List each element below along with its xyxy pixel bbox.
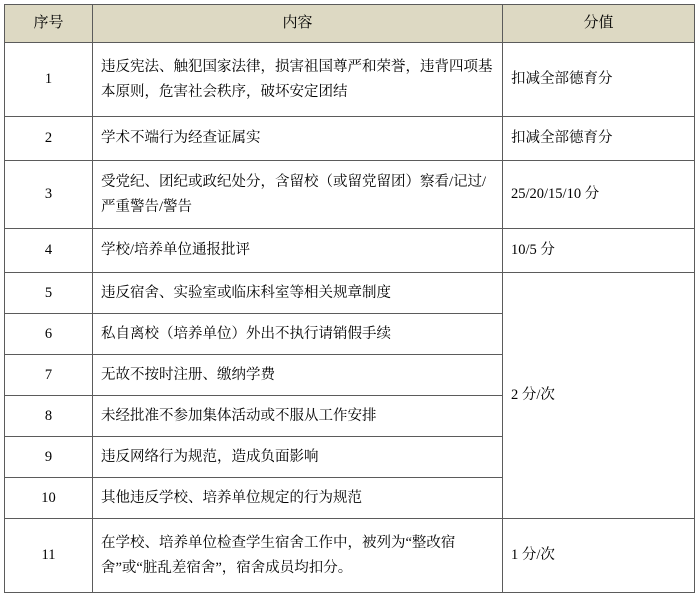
table-row xyxy=(5,519,695,593)
row-content-11: 在学校、培养单位检查学生宿舍工作中，被列为“整改宿舍”或“脏乱差宿舍”，宿舍成员均扣分。 xyxy=(93,519,503,593)
table-head xyxy=(5,5,695,43)
table-row xyxy=(5,273,695,314)
row-content-3: 受党纪、团纪或政纪处分，含留校（或留党留团）察看/记过/严重警告/警告 xyxy=(93,161,503,229)
row-score-1: 扣减全部德育分 xyxy=(503,43,695,117)
row-index-8: 8 xyxy=(5,396,93,437)
row-content-6: 私自离校（培养单位）外出不执行请销假手续 xyxy=(93,314,503,355)
row-score-4: 10/5 分 xyxy=(503,229,695,273)
table-row xyxy=(5,161,695,229)
row-content-10: 其他违反学校、培养单位规定的行为规范 xyxy=(93,478,503,519)
column-header-content: 内容 xyxy=(93,5,503,43)
row-score-merged-5-10: 2 分/次 xyxy=(503,273,695,519)
column-header-score: 分值 xyxy=(503,5,695,43)
row-index-3: 3 xyxy=(5,161,93,229)
row-content-8: 未经批准不参加集体活动或不服从工作安排 xyxy=(93,396,503,437)
row-content-5: 违反宿舍、实验室或临床科室等相关规章制度 xyxy=(93,273,503,314)
row-index-9: 9 xyxy=(5,437,93,478)
row-score-3: 25/20/15/10 分 xyxy=(503,161,695,229)
row-content-4: 学校/培养单位通报批评 xyxy=(93,229,503,273)
row-score-2: 扣减全部德育分 xyxy=(503,117,695,161)
row-index-2: 2 xyxy=(5,117,93,161)
table-row xyxy=(5,117,695,161)
row-score-11: 1 分/次 xyxy=(503,519,695,593)
row-index-4: 4 xyxy=(5,229,93,273)
row-index-6: 6 xyxy=(5,314,93,355)
column-header-index: 序号 xyxy=(5,5,93,43)
row-content-2: 学术不端行为经查证属实 xyxy=(93,117,503,161)
row-content-7: 无故不按时注册、缴纳学费 xyxy=(93,355,503,396)
row-index-5: 5 xyxy=(5,273,93,314)
row-content-9: 违反网络行为规范，造成负面影响 xyxy=(93,437,503,478)
deduction-rules-table xyxy=(4,4,695,593)
row-index-1: 1 xyxy=(5,43,93,117)
table-body xyxy=(5,43,695,593)
row-content-1: 违反宪法、触犯国家法律，损害祖国尊严和荣誉，违背四项基本原则，危害社会秩序，破坏安定团结 xyxy=(93,43,503,117)
row-index-10: 10 xyxy=(5,478,93,519)
table-row xyxy=(5,229,695,273)
table-header-row xyxy=(5,5,695,43)
row-index-11: 11 xyxy=(5,519,93,593)
row-index-7: 7 xyxy=(5,355,93,396)
table-row xyxy=(5,43,695,117)
